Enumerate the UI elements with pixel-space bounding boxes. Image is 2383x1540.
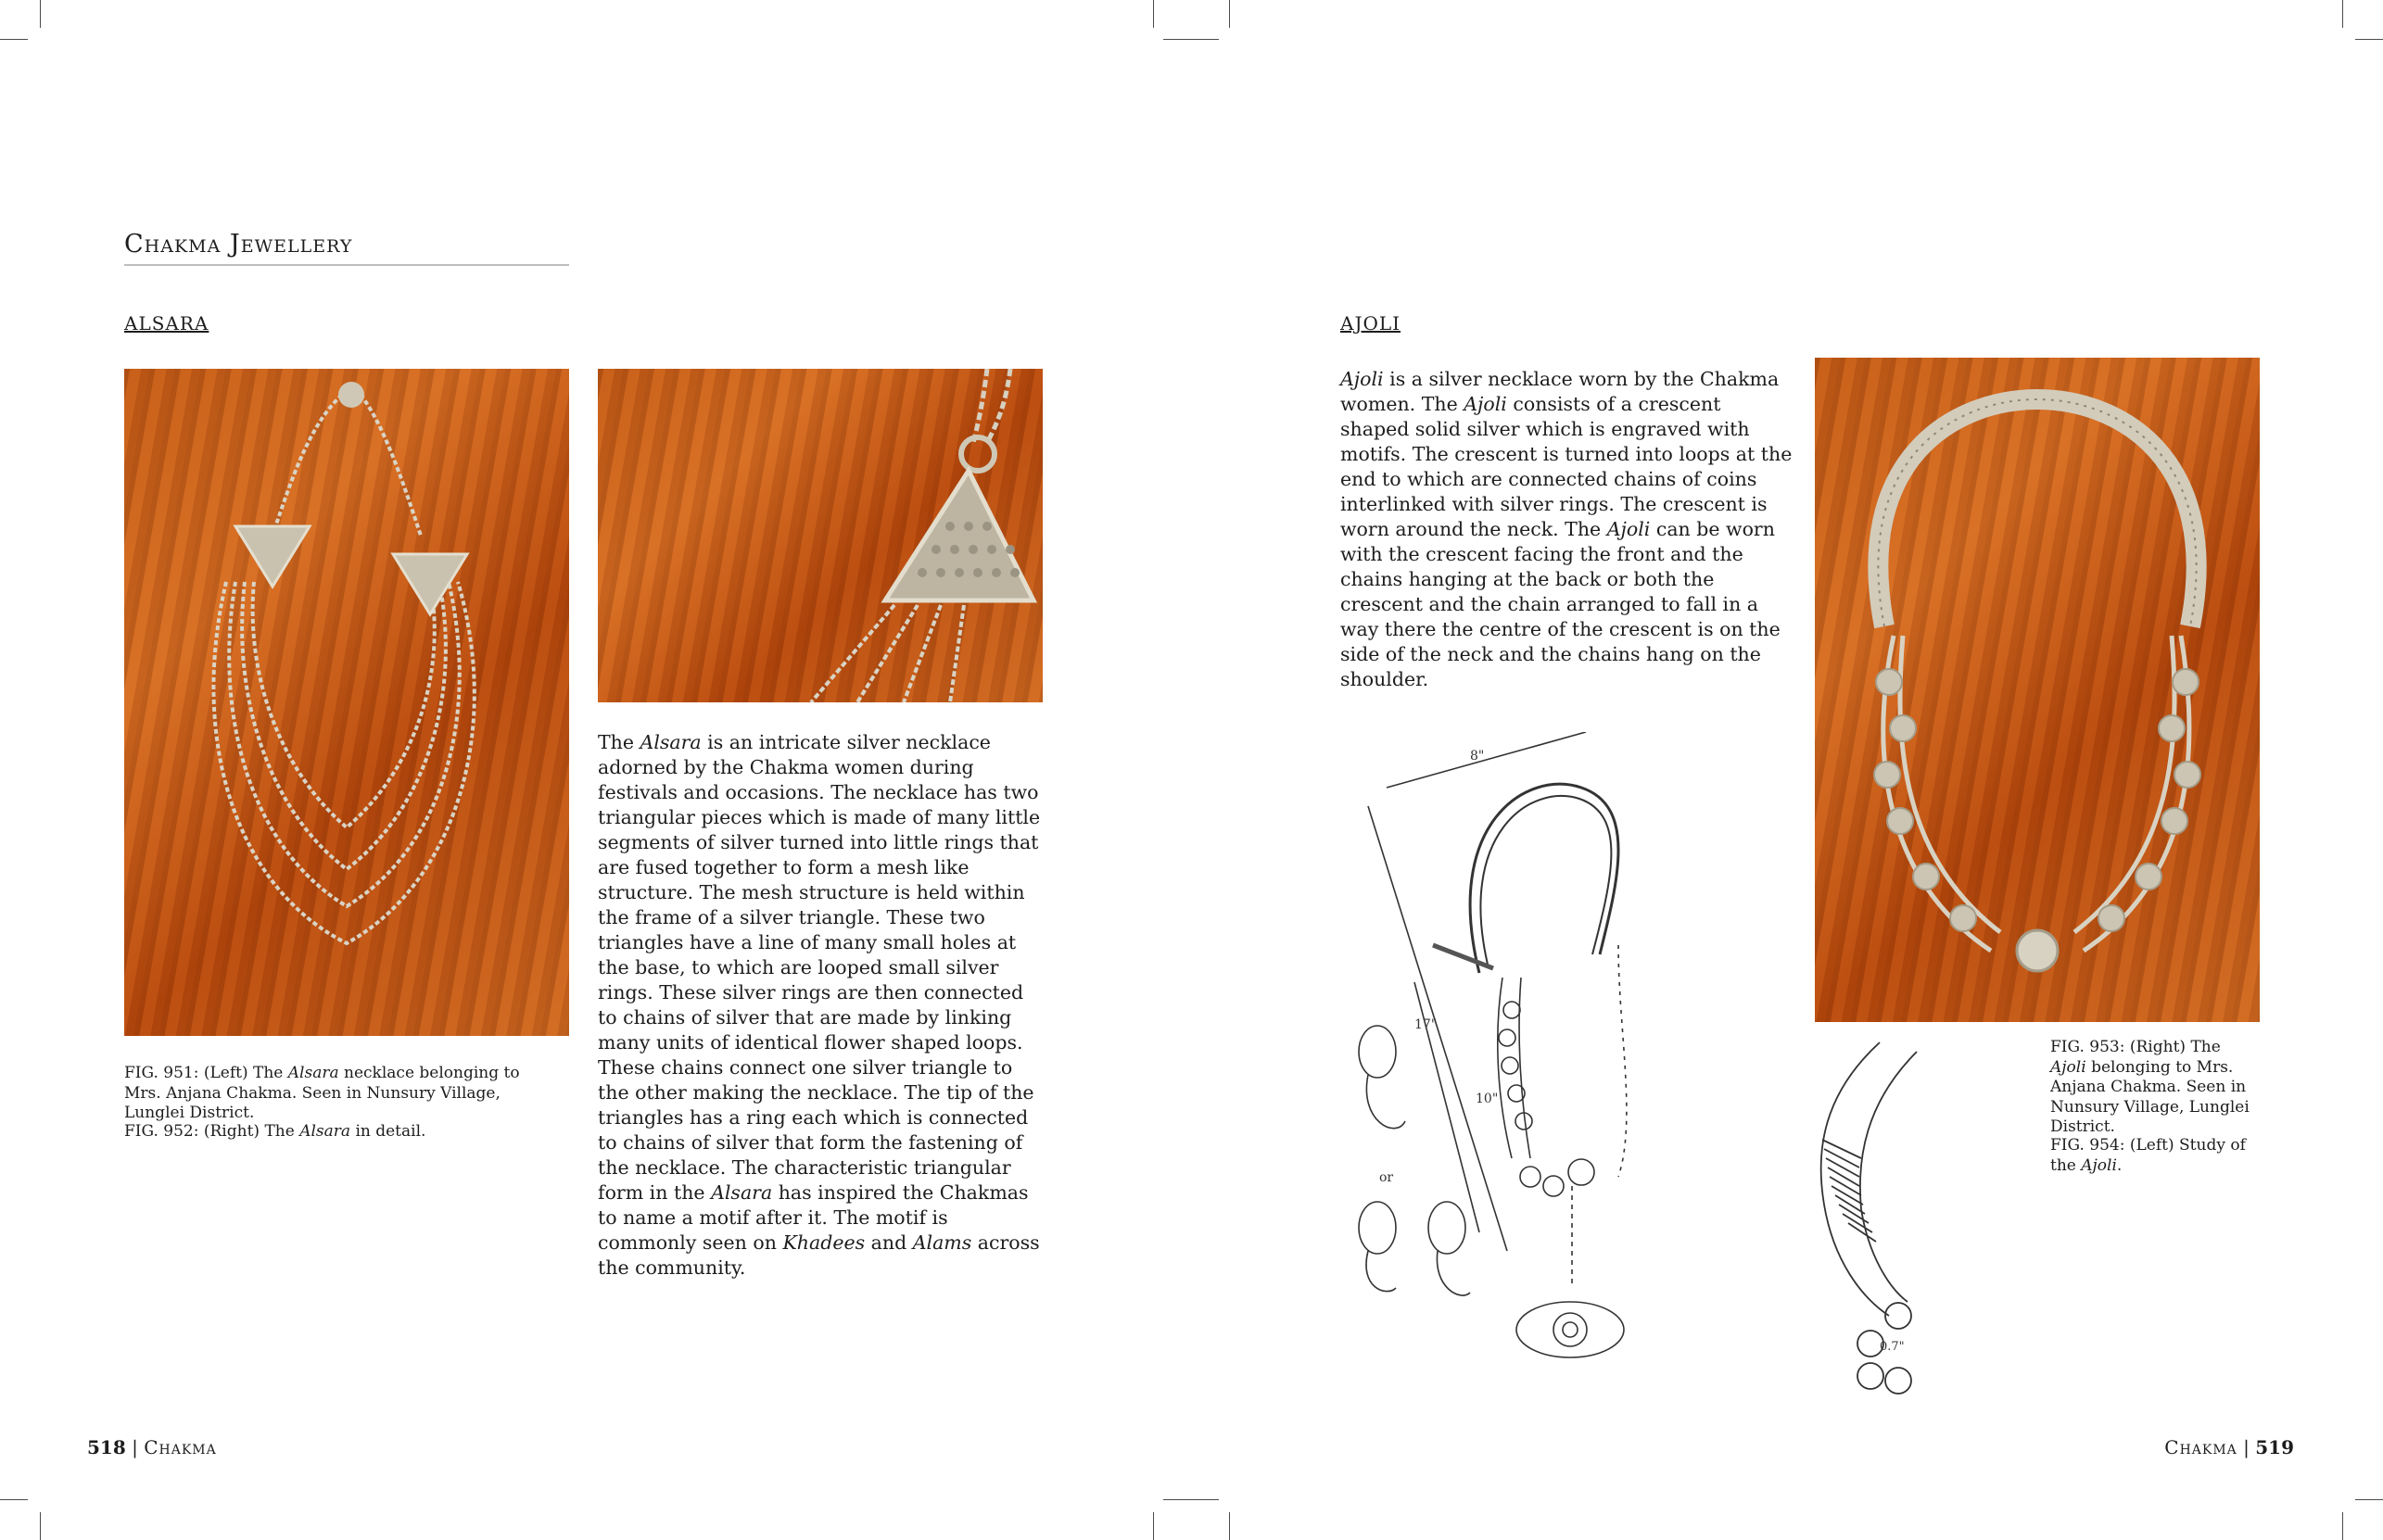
alsara-necklace-illustration xyxy=(124,369,569,1036)
sketch-ajoli-study xyxy=(1340,732,1785,1399)
crop-mark xyxy=(2342,0,2343,28)
sketch-label-width: 8" xyxy=(1470,749,1485,764)
alsara-description: The Alsara is an intricate silver necklace adorned by the Chakma women during festivals and occasions. The necklace has two triangular pieces which is made of many little segments of silver turned into little rings that are fused together to form a mesh like structure. The mesh structure is held within the frame of a silver triangle. These two triangles have a line of many small holes at the base, to which are looped small silver rings. These silver rings are then connected to chains of silver that are made by linking many units of identical flower shaped loops. These chains connect one silver triangle to the other making the necklace. The tip of the triangles has a ring each which is connected to chains of silver that form the fastening of the necklace. The characteristic triangular form in the Alsara has inspired the Chakmas to name a motif after it. The motif is commonly seen on Khadees and Alams across the community. xyxy=(598,731,1041,1279)
crop-mark xyxy=(1163,1499,1219,1500)
crop-mark xyxy=(1229,0,1230,28)
section-heading-alsara: ALSARA xyxy=(124,312,209,335)
crop-mark xyxy=(2355,39,2383,40)
sketch-label-small: 0.7" xyxy=(1880,1340,1905,1354)
caption-fig-952: FIG. 952: (Right) The Alsara in detail. xyxy=(124,1122,426,1141)
folio-right: Chakma | 519 xyxy=(2164,1436,2294,1458)
crop-mark xyxy=(1229,1512,1230,1540)
crop-mark xyxy=(2355,1499,2383,1500)
sketch-label-height1: 17" xyxy=(1414,1017,1438,1032)
sketch-label-or: or xyxy=(1379,1170,1394,1185)
photo-alsara-detail xyxy=(598,369,1043,702)
crop-mark xyxy=(0,1499,28,1500)
caption-fig-951: FIG. 951: (Left) The Alsara necklace belonging to Mrs. Anjana Chakma. Seen in Nunsury Village, Lunglei District. xyxy=(124,1064,520,1122)
alsara-detail-illustration xyxy=(598,369,1043,702)
caption-fig-954: FIG. 954: (Left) Study of the Ajoli. xyxy=(2050,1136,2246,1175)
sketch-label-height2: 10" xyxy=(1476,1092,1499,1106)
section-heading-ajoli: AJOLI xyxy=(1340,312,1401,335)
crop-mark xyxy=(40,1512,41,1540)
folio-left: 518 | Chakma xyxy=(87,1436,217,1458)
sketch-ajoli-detail xyxy=(1806,1038,1991,1408)
photo-ajoli-necklace xyxy=(1815,358,2260,1022)
page-title: Chakma Jewellery xyxy=(124,230,353,259)
crop-mark xyxy=(1163,39,1219,40)
title-rule xyxy=(124,264,569,266)
ajoli-description: Ajoli is a silver necklace worn by the Chakma women. The Ajoli consists of a crescent shaped solid silver which is engraved with motifs. The crescent is turned into loops at the end to which are connected chains of coins interlinked with silver rings. The crescent is worn around the neck. The Ajoli can be worn with the crescent facing the front and the chains hanging at the back or both the crescent and the chain arranged to fall in a way there the centre of the crescent is on the side of the neck and the chains hang on the shoulder. xyxy=(1340,368,1793,690)
photo-alsara-necklace xyxy=(124,369,569,1036)
crop-mark xyxy=(0,39,28,40)
crop-mark xyxy=(2342,1512,2343,1540)
caption-fig-953: FIG. 953: (Right) The Ajoli belonging to Mrs. Anjana Chakma. Seen in Nunsury Village, Lunglei District. xyxy=(2050,1038,2250,1136)
ajoli-necklace-illustration xyxy=(1815,358,2260,1022)
ajoli-detail-sketch xyxy=(1806,1038,1991,1408)
crop-mark xyxy=(1153,0,1154,28)
crop-mark xyxy=(1153,1512,1154,1540)
ajoli-sketch-illustration xyxy=(1340,732,1785,1399)
crop-mark xyxy=(40,0,41,28)
